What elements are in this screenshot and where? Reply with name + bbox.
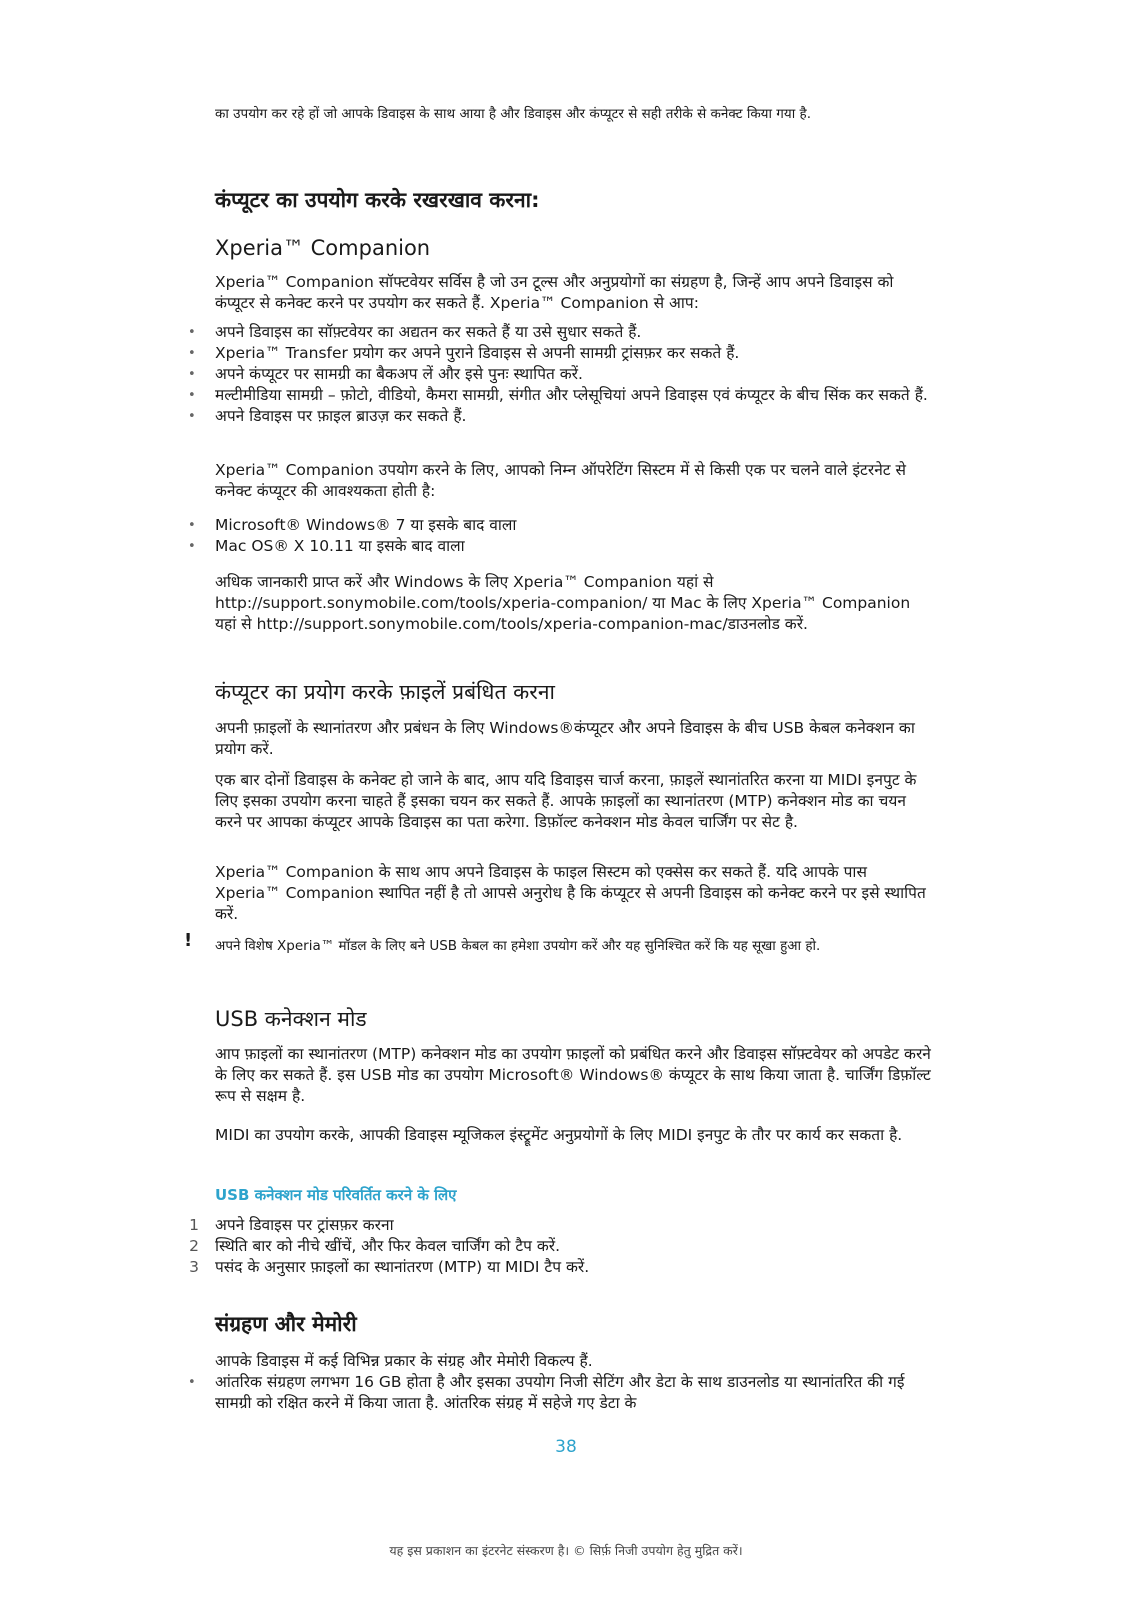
list-item: • मल्टीमीडिया सामग्री – फ़ोटो, वीडियो, कैमरा सामग्री, संगीत और प्लेसूचियां अपने डिवाइस एवं कंप्यूटर के बीच सिंक कर सकते हैं. [215,385,935,406]
list-item: • Microsoft® Windows® 7 या इसके बाद वाला [215,515,935,536]
step-item [189,1215,935,1236]
step-text: पसंद के अनुसार फ़ाइलों का स्थानांतरण (MTP) या MIDI टैप करें. [215,1258,590,1276]
warning-icon: ! [184,930,193,951]
heading-change-usb-mode: USB कनेक्शन मोड परिवर्तित करने के लिए [215,1186,457,1204]
step-item [189,1236,935,1257]
steps-list [189,1215,935,1278]
list-item: • अपने कंप्यूटर पर सामग्री का बैकअप लें और इसे पुनः स्थापित करें. [215,364,935,385]
step-text: अपने डिवाइस पर ट्रांसफ़र करना [215,1216,394,1234]
heading-usb-mode: USB कनेक्शन मोड [215,1007,367,1031]
download-info: अधिक जानकारी प्राप्त करें और Windows के लिए Xperia™ Companion यहां से http://support.sonymobile.com/tools/xperia-companion/ या Mac के लिए Xperia™ Companion यहां से http://support.sonymobile.com/tools/xperia-companion-mac/डाउनलोड करें. [215,573,911,633]
storage-intro: आपके डिवाइस में कई विभिन्न प्रकार के संग्रह और मेमोरी विकल्प हैं. [215,1352,593,1370]
companion-feature-list [215,322,935,427]
step-number: 3 [189,1258,199,1276]
list-item: • Mac OS® X 10.11 या इसके बाद वाला [215,536,935,557]
mtp-description: आप फ़ाइलों का स्थानांतरण (MTP) कनेक्शन मोड का उपयोग फ़ाइलों को प्रबंधित करने और डिवाइस सॉफ़्टवेयर को अपडेट करने के लिए कर सकते हैं. इस USB मोड का उपयोग Microsoft® Windows® कंप्यूटर के साथ किया जाता है. चार्जिंग डिफ़ॉल्ट रूप से सक्षम है. [215,1045,931,1105]
os-list [215,515,935,557]
list-item: • अपने डिवाइस का सॉफ़्टवेयर का अद्यतन कर सकते हैं या उसे सुधार सकते हैं. [215,322,935,343]
os-requirement-text: Xperia™ Companion उपयोग करने के लिए, आपको निम्न ऑपरेटिंग सिस्टम में से किसी एक पर चलने वाले इंटरनेट से कनेक्ट कंप्यूटर की आवश्यकता होती है: [215,461,907,500]
storage-list [215,1372,935,1414]
step-text: स्थिति बार को नीचे खींचें, और फिर केवल चार्जिंग को टैप करें. [215,1237,561,1255]
page-number: 38 [555,1437,577,1457]
step-number: 1 [189,1216,199,1234]
usb-cable-note: अपने विशेष Xperia™ मॉडल के लिए बने USB केबल का हमेशा उपयोग करें और यह सुनिश्चित करें कि यह सूखा हुआ हो. [215,938,821,954]
midi-description: MIDI का उपयोग करके, आपकी डिवाइस म्यूजिकल इंस्ट्रूमेंट अनुप्रयोगों के लिए MIDI इनपुट के तौर पर कार्य कर सकता है. [215,1126,903,1144]
step-number: 2 [189,1237,199,1255]
heading-maintenance: कंप्यूटर का उपयोग करके रखरखाव करना: [215,188,540,212]
file-system-access-text: Xperia™ Companion के साथ आप अपने डिवाइस के फाइल सिस्टम को एक्सेस कर सकते हैं. यदि आपके पास Xperia™ Companion स्थापित नहीं है तो आपसे अनुरोध है कि कंप्यूटर से अपनी डिवाइस को कनेक्ट करने पर इसे स्थापित करें. [215,863,926,923]
list-item: • Xperia™ Transfer प्रयोग कर अपने पुराने डिवाइस से अपनी सामग्री ट्रांसफ़र कर सकते हैं. [215,343,935,364]
connection-mode-text: एक बार दोनों डिवाइस के कनेक्ट हो जाने के बाद, आप यदि डिवाइस चार्ज करना, फ़ाइलें स्थानांतरित करना या MIDI इनपुट के लिए इसका उपयोग करना चाहते हैं इसका चयन कर सकते हैं. आपके फ़ाइलों का स्थानांतरण (MTP) कनेक्शन मोड का चयन करने पर आपका कंप्यूटर आपके डिवाइस का पता करेगा. डिफ़ॉल्ट कनेक्शन मोड केवल चार्जिंग पर सेट है. [215,771,917,831]
heading-manage-files: कंप्यूटर का प्रयोग करके फ़ाइलें प्रबंधित करना [215,680,555,704]
usb-transfer-text: अपनी फ़ाइलों के स्थानांतरण और प्रबंधन के लिए Windows®कंप्यूटर और अपने डिवाइस के बीच USB केबल कनेक्शन का प्रयोग करें. [215,719,915,758]
heading-xperia-companion: Xperia™ Companion [215,236,431,260]
list-item: • अपने डिवाइस पर फ़ाइल ब्राउज़ कर सकते हैं. [215,406,935,427]
companion-description: Xperia™ Companion सॉफ्टवेयर सर्विस है जो उन टूल्स और अनुप्रयोगों का संग्रहण है, जिन्हें आप अपने डिवाइस को कंप्यूटर से कनेक्ट करने पर उपयोग कर सकते हैं. Xperia™ Companion से आप: [215,273,894,312]
footer-notice: यह इस प्रकाशन का इंटरनेट संस्करण है। © सिर्फ़ निजी उपयोग हेतु मुद्रित करें। [389,1543,743,1558]
intro-paragraph: का उपयोग कर रहे हों जो आपके डिवाइस के साथ आया है और डिवाइस और कंप्यूटर से सही तरीके से कनेक्ट किया गया है. [215,106,811,122]
step-item [189,1257,935,1278]
heading-storage-memory: संग्रहण और मेमोरी [215,1312,357,1336]
list-item: • आंतरिक संग्रहण लगभग 16 GB होता है और इसका उपयोग निजी सेटिंग और डेटा के साथ डाउनलोड या स्थानांतरित की गई सामग्री को रक्षित करने में किया जाता है. आंतरिक संग्रह में सहेजे गए डेटा के [215,1372,935,1414]
